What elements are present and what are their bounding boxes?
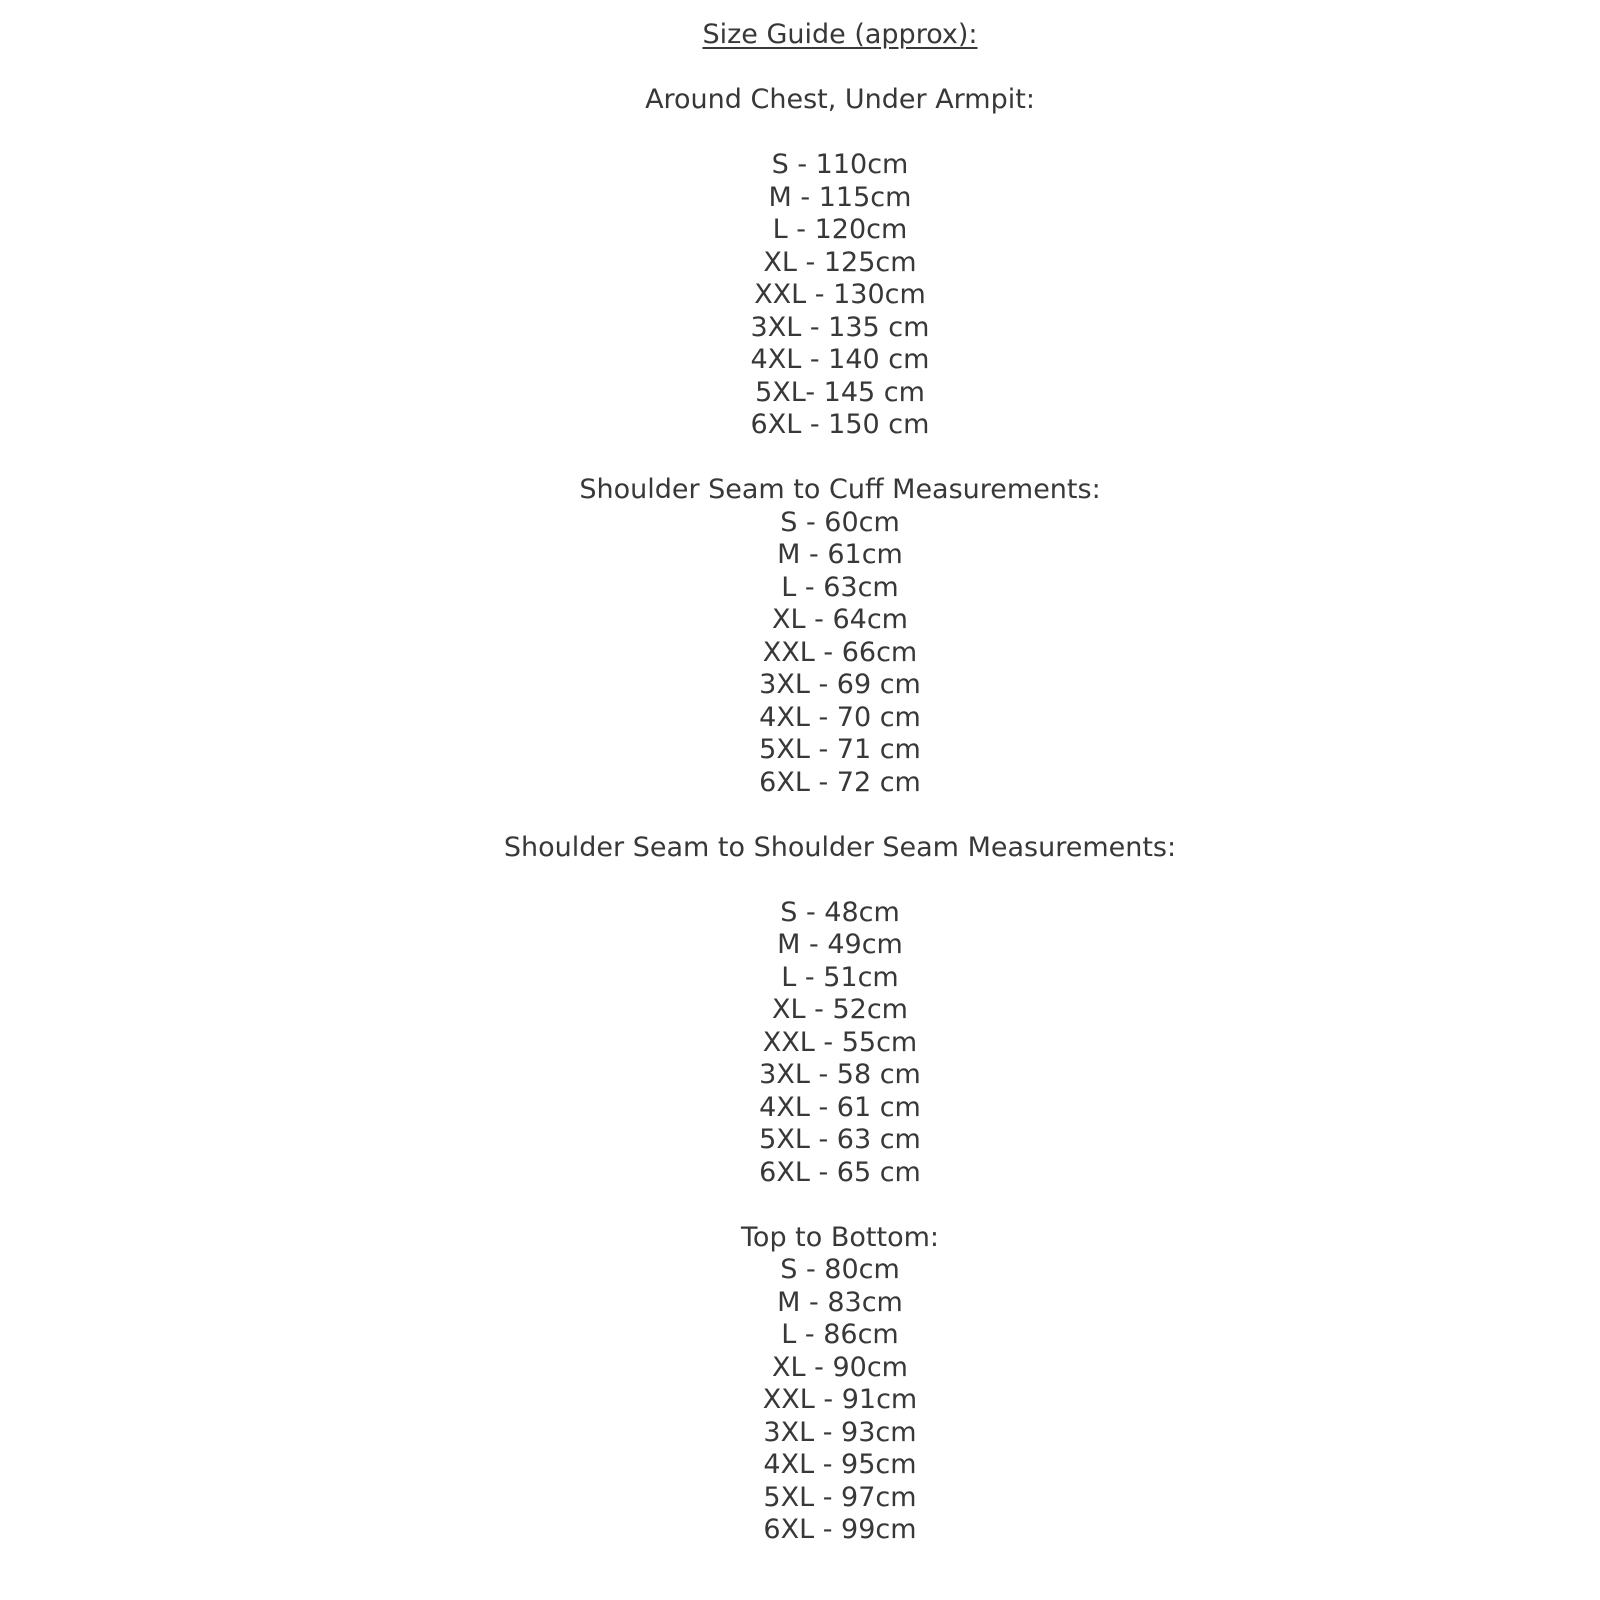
size-row: XXL - 66cm	[762, 636, 918, 668]
section-heading: Shoulder Seam to Shoulder Seam Measurements:	[503, 831, 1177, 863]
spacer	[80, 1189, 1600, 1222]
section-seam-to-cuff	[80, 474, 1600, 799]
size-row: 3XL - 69 cm	[759, 669, 921, 700]
size-row: 4XL - 140 cm	[750, 344, 930, 375]
section-heading: Around Chest, Under Armpit:	[645, 84, 1035, 115]
spacer	[80, 117, 1600, 150]
size-row: L - 120cm	[772, 214, 908, 245]
size-row: XXL - 55cm	[762, 1026, 918, 1058]
size-row: L - 63cm	[781, 571, 899, 603]
section-heading: Shoulder Seam to Cuff Measurements:	[579, 474, 1101, 505]
size-row: L - 86cm	[781, 1319, 899, 1350]
size-row: S - 110cm	[771, 149, 909, 180]
size-row: 3XL - 58 cm	[759, 1059, 921, 1090]
size-row: 6XL - 65 cm	[759, 1156, 921, 1188]
size-row: 5XL - 71 cm	[759, 734, 921, 765]
section-seam-to-seam	[80, 832, 1600, 1190]
section-top-to-bottom	[80, 1222, 1600, 1547]
size-row: S - 60cm	[780, 506, 900, 538]
size-row: XXL - 91cm	[762, 1384, 918, 1415]
spacer	[80, 864, 1600, 897]
size-row: 5XL - 97cm	[763, 1481, 917, 1513]
size-row: 3XL - 135 cm	[750, 311, 930, 343]
spacer	[80, 442, 1600, 475]
size-row: 6XL - 150 cm	[750, 409, 930, 440]
size-row: XL - 64cm	[772, 604, 908, 635]
section-heading: Top to Bottom:	[741, 1221, 939, 1253]
spacer	[80, 52, 1600, 85]
size-row: 3XL - 93cm	[763, 1416, 917, 1448]
size-row: M - 61cm	[777, 539, 903, 570]
size-row: XXL - 130cm	[754, 279, 926, 310]
spacer	[80, 799, 1600, 832]
size-row: 4XL - 70 cm	[759, 701, 921, 733]
size-row: S - 80cm	[780, 1254, 900, 1285]
size-row: 5XL - 63 cm	[759, 1124, 921, 1155]
size-row: L - 51cm	[781, 961, 899, 993]
size-row: 4XL - 61 cm	[759, 1091, 921, 1123]
size-row: M - 83cm	[777, 1286, 903, 1318]
size-row: S - 48cm	[780, 896, 900, 928]
size-row: 6XL - 99cm	[763, 1514, 917, 1545]
size-row: M - 49cm	[777, 929, 903, 960]
size-row: 4XL - 95cm	[763, 1449, 917, 1480]
size-row: XL - 125cm	[763, 246, 917, 278]
size-row: XL - 90cm	[772, 1351, 908, 1383]
section-around-chest	[80, 84, 1600, 442]
size-row: XL - 52cm	[772, 994, 908, 1025]
page-title: Size Guide (approx):	[702, 19, 978, 50]
size-row: 5XL- 145 cm	[755, 376, 925, 408]
size-row: 6XL - 72 cm	[759, 766, 921, 798]
size-guide-document	[80, 0, 1600, 1547]
size-row: M - 115cm	[768, 181, 912, 213]
